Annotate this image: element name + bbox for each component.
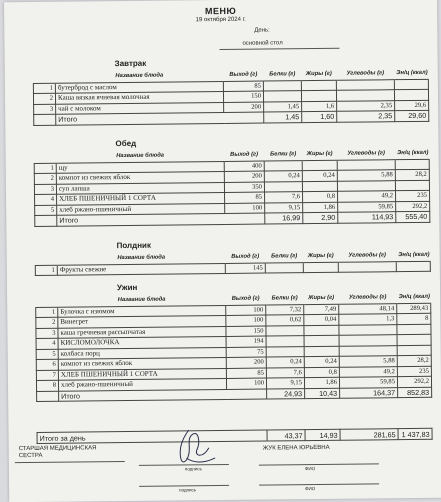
dish-carbs: 1,3 [339,314,397,325]
total-fat: 10,43 [305,388,340,399]
column-header: Углеводы (г) [339,292,397,304]
nurse-title-line2: СЕСТРА [18,452,43,460]
dish-fat [304,325,339,336]
dish-carbs: 5,88 [339,356,397,367]
total-blank [37,391,59,402]
column-header: Эн/ц (ккал) [396,250,430,261]
dish-name: ХЛЕБ ПШЕНИЧНЫЙ 1 СОРТА [58,368,226,380]
dish-output: 150 [226,326,266,337]
dish-output: 200 [226,357,266,368]
total-label: Итого [56,112,264,125]
fio-underline-2 [259,483,379,485]
dish-output: 100 [226,378,266,389]
dish-name: каша гречневая рассыпчатая [58,326,226,338]
dish-name: Винегрет [58,315,226,327]
dish-protein: 0,62 [266,315,304,326]
total-label: Итого [59,389,267,402]
dish-kcal [394,79,428,90]
column-header: Белки (г) [263,69,301,80]
dish-kcal: 235 [397,366,431,377]
handwritten-signature [168,428,218,472]
total-fat: 2,90 [303,212,338,223]
signature-caption-2: подпись [179,487,197,493]
total-blank [35,215,57,226]
fio-caption-2: ФИО [305,486,316,492]
dish-protein [266,325,304,336]
row-number: 2 [36,317,58,328]
dish-name: колбаса порц [58,347,226,359]
row-number: 8 [36,380,58,391]
dish-protein: 1,45 [264,101,302,112]
dish-protein [263,91,301,102]
column-header: Выход (г) [226,294,266,305]
day-label: День: [254,27,270,34]
dish-name: бутерброд с маслом [55,81,223,93]
grand-total-table [37,428,433,444]
column-header: Название блюда [56,150,224,163]
header-blank [34,152,56,163]
lunch-title: Обед [115,138,137,149]
row-number: 7 [36,370,58,381]
grand-total-kcal: 1 437,83 [398,428,432,439]
total-fat: 1,60 [302,111,337,122]
dish-fat [301,80,336,91]
dish-kcal [396,261,430,272]
row-number: 1 [33,83,55,94]
row-number: 5 [36,349,58,360]
total-kcal: 29,60 [395,110,429,121]
total-protein: 1,45 [264,112,302,123]
dish-kcal: 289,43 [397,303,431,314]
nurse-title [19,445,97,460]
dish-carbs: 59,85 [339,377,397,388]
dish-output: 200 [224,102,264,113]
fio-underline [259,463,379,465]
column-header: Углеводы (г) [337,148,395,160]
dish-output: 400 [224,161,264,172]
dish-fat [302,181,337,192]
row-number: 3 [36,328,58,339]
dish-kcal [397,334,431,345]
dish-kcal: 28,2 [395,169,429,180]
dish-carbs [339,345,397,356]
breakfast-table [33,68,430,126]
dish-output: 75 [226,347,266,358]
row-number: 1 [34,163,56,174]
dish-name: Каша вязкая ячневая молочная [55,91,223,103]
dish-protein [264,181,302,192]
column-header: Жиры (г) [302,149,337,160]
row-number: 2 [33,93,55,104]
dish-protein [264,160,302,171]
dish-kcal [394,89,428,100]
total-protein: 24,93 [267,388,305,399]
dish-protein: 0,24 [266,357,304,368]
dish-kcal: 28,2 [397,355,431,366]
dish-fat: 0,8 [303,191,338,202]
dish-kcal [397,324,431,335]
dish-output: 350 [224,182,264,193]
dish-fat: 1,86 [304,377,339,388]
dish-name: чай с молоком [56,102,224,114]
row-number: 3 [34,104,56,115]
breakfast-title: Завтрак [114,58,147,69]
dish-protein: 9,15 [265,202,303,213]
menu-title: МЕНЮ [204,5,237,17]
total-protein: 16,99 [265,213,303,224]
dish-output: 100 [225,203,265,214]
header-blank [33,72,55,83]
dish-protein [266,336,304,347]
dish-kcal: 292,2 [397,376,431,387]
dish-fat [304,335,339,346]
dish-output: 150 [223,91,263,102]
total-carbs: 2,35 [337,111,395,122]
total-carbs: 114,93 [338,212,396,223]
total-carbs: 164,37 [340,387,398,398]
dish-protein: 7,6 [265,192,303,203]
column-header: Белки (г) [266,293,304,304]
lunch-table [34,148,431,227]
dish-kcal: 29,6 [395,100,429,111]
dinner-title: Ужин [116,282,138,293]
snack-table [35,250,431,276]
dish-kcal: 8 [397,313,431,324]
dish-output: 100 [226,305,266,316]
dish-carbs [337,180,395,191]
row-number: 2 [34,173,56,184]
row-number: 5 [35,205,57,216]
dish-name: КИСЛОМОЛОЧКА [58,336,226,348]
row-number: 3 [34,184,56,195]
header-blank [36,296,58,307]
dish-output: 145 [225,263,265,274]
dish-protein [263,80,301,91]
column-header: Белки (г) [264,149,302,160]
menu-sheet [4,0,441,502]
dish-carbs [339,335,397,346]
dish-carbs [339,324,397,335]
column-header: Выход (г) [225,252,265,263]
dish-protein [265,262,303,273]
dish-fat: 1,86 [303,202,338,213]
column-header: Жиры (г) [301,69,336,80]
dish-carbs [336,90,394,101]
dish-fat: 0,24 [304,356,339,367]
dish-name: компот из свежих яблок [58,357,226,369]
dish-protein: 9,15 [266,378,304,389]
column-header: Название блюда [58,294,226,307]
dish-protein: 7,32 [266,304,304,315]
column-header: Углеводы (г) [338,250,396,262]
nurse-name: ЖУК ЕЛЕНА ЮРЬЕВНА [262,444,330,452]
dish-carbs: 49,2 [339,366,397,377]
snack-title: Полдник [116,240,151,251]
column-header: Жиры (г) [303,251,338,262]
menu-date: 19 октября 2024 г. [195,16,246,24]
dish-fat: 0,04 [304,314,339,325]
dish-fat [302,160,337,171]
row-number: 1 [36,307,58,318]
dish-protein: 7,6 [266,367,304,378]
nurse-underline [15,461,125,463]
grand-total-carbs: 281,65 [340,429,398,441]
dish-fat [303,262,338,273]
dish-protein [266,346,304,357]
dish-carbs: 5,88 [337,170,395,181]
dish-carbs [336,79,394,90]
column-header: Белки (г) [265,251,303,262]
column-header: Эн/ц (ккал) [394,68,428,79]
day-underline [220,48,340,50]
dish-name: компот из свежих яблок [56,171,224,183]
dish-carbs: 49,2 [338,191,396,202]
dish-carbs: 48,14 [339,303,397,314]
dish-fat [304,346,339,357]
grand-total-fat: 14,93 [305,429,340,440]
dish-name: Булочка с изюмом [58,305,226,317]
column-header: Название блюда [55,70,223,83]
dish-kcal [395,159,429,170]
column-header: Эн/ц (ккал) [397,292,431,303]
grand-total-row [37,428,432,443]
dish-carbs: 59,85 [338,201,396,212]
dish-output: 85 [223,81,263,92]
row-number: 4 [36,338,58,349]
grand-total-label: Итого за день [37,430,267,443]
dish-kcal [395,180,429,191]
dish-fat [301,90,336,101]
day-value: основной стол [242,40,283,47]
dish-kcal: 235 [396,190,430,201]
dish-fat: 1,6 [302,101,337,112]
dish-output: 100 [226,315,266,326]
row-number: 1 [35,265,57,276]
dish-name: хлеб ржано-пшеничный [57,203,225,215]
dish-carbs [337,159,395,170]
header-blank [35,254,57,265]
row-number: 4 [35,194,57,205]
dish-fat: 0,8 [304,367,339,378]
dish-name: суп лапша [56,182,224,194]
dish-carbs [338,261,396,272]
dinner-table [35,292,432,402]
column-header: Выход (г) [224,150,264,161]
total-label: Итого [57,213,265,226]
dish-fat: 7,49 [304,304,339,315]
dish-carbs: 2,35 [337,100,395,111]
total-kcal: 852,83 [398,387,432,398]
dish-output: 200 [224,171,264,182]
dish-name: хлеб ржано-пшеничный [58,378,226,390]
column-header: Эн/ц (ккал) [395,148,429,159]
row-number: 6 [36,359,58,370]
dish-name: Фрукты свежие [57,263,225,275]
total-kcal: 555,40 [396,211,430,222]
nurse-title-line1: СТАРШАЯ МЕДИЦИНСКАЯ [18,445,97,453]
dish-output: 85 [225,192,265,203]
dish-output: 85 [226,368,266,379]
column-header: Жиры (г) [304,293,339,304]
dish-kcal [397,345,431,356]
dish-kcal: 292,2 [396,201,430,212]
dish-fat: 0,24 [302,170,337,181]
column-header: Название блюда [57,252,225,265]
dish-name: щу [56,161,224,173]
grand-total-protein: 43,37 [267,430,305,441]
dish-output: 194 [226,336,266,347]
column-header: Углеводы (г) [336,68,394,80]
dish-protein: 0,24 [264,171,302,182]
column-header: Выход (г) [223,70,263,81]
signature-caption: подпись [184,466,202,472]
dish-name: ХЛЕБ ПШЕНИЧНЫЙ 1 СОРТА [57,192,225,204]
fio-caption: ФИО [304,466,316,472]
total-blank [34,114,56,125]
